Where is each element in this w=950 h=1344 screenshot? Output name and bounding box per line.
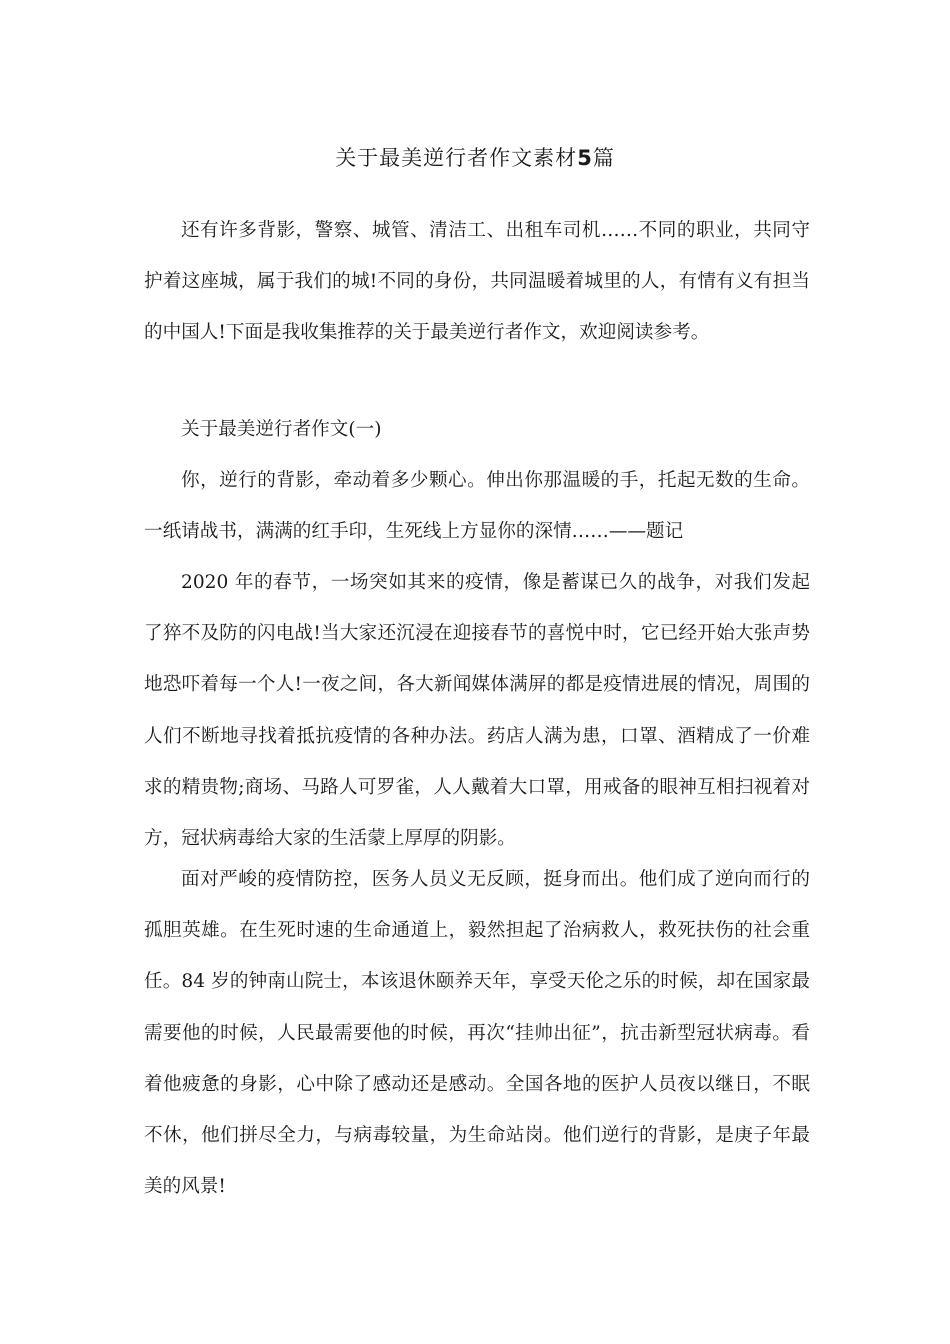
section-heading: 关于最美逆行者作文(一)	[181, 419, 382, 440]
epigraph-paragraph: 你，逆行的背影，牵动着多少颗心。伸出你那温暖的手，托起无数的生命。一纸请战书，满满的红手印，生死线上方显你的深情……——题记	[144, 470, 810, 543]
title-text: 关于最美逆行者作文素材	[335, 146, 578, 170]
title-number: 5	[577, 146, 593, 170]
title-suffix: 篇	[592, 146, 615, 170]
body-paragraph: 面对严峻的疫情防控，医务人员义无反顾，挺身而出。他们成了逆向而行的孤胆英雄。在生死时速的生命通道上，毅然担起了治病救人，救死扶伤的社会重任。84 岁的钟南山院士，本该退休颐养天年，享受天伦之乐的时候，却在国家最需要他的时候，人民最需要他的时候，再次“挂帅出征”，抗击新型冠状病毒。看着他疲惫的身影，心中除了感动还是感动。全国各地的医护人员夜以继日，不眠不休，他们拼尽全力，与病毒较量，为生命站岗。他们逆行的背影，是庚子年最美的风景!	[144, 869, 810, 1198]
body-paragraph: 2020 年的春节，一场突如其来的疫情，像是蓄谋已久的战争，对我们发起了猝不及防的闪电战!当大家还沉浸在迎接春节的喜悦中时，它已经开始大张声势地恐吓着每一个人!一夜之间，各大新闻媒体满屏的都是疫情进展的情况，周围的人们不断地寻找着抵抗疫情的各种办法。药店人满为患，口罩、酒精成了一价难求的精贵物;商场、马路人可罗雀，人人戴着大口罩，用戒备的眼神互相扫视着对方，冠状病毒给大家的生活蒙上厚厚的阴影。	[144, 572, 810, 850]
intro-paragraph: 还有许多背影，警察、城管、清洁工、出租车司机……不同的职业，共同守护着这座城，属于我们的城!不同的身份，共同温暖着城里的人，有情有义有担当的中国人!下面是我收集推荐的关于最美逆行者作文，欢迎阅读参考。	[144, 220, 810, 344]
document-title	[0, 142, 950, 174]
